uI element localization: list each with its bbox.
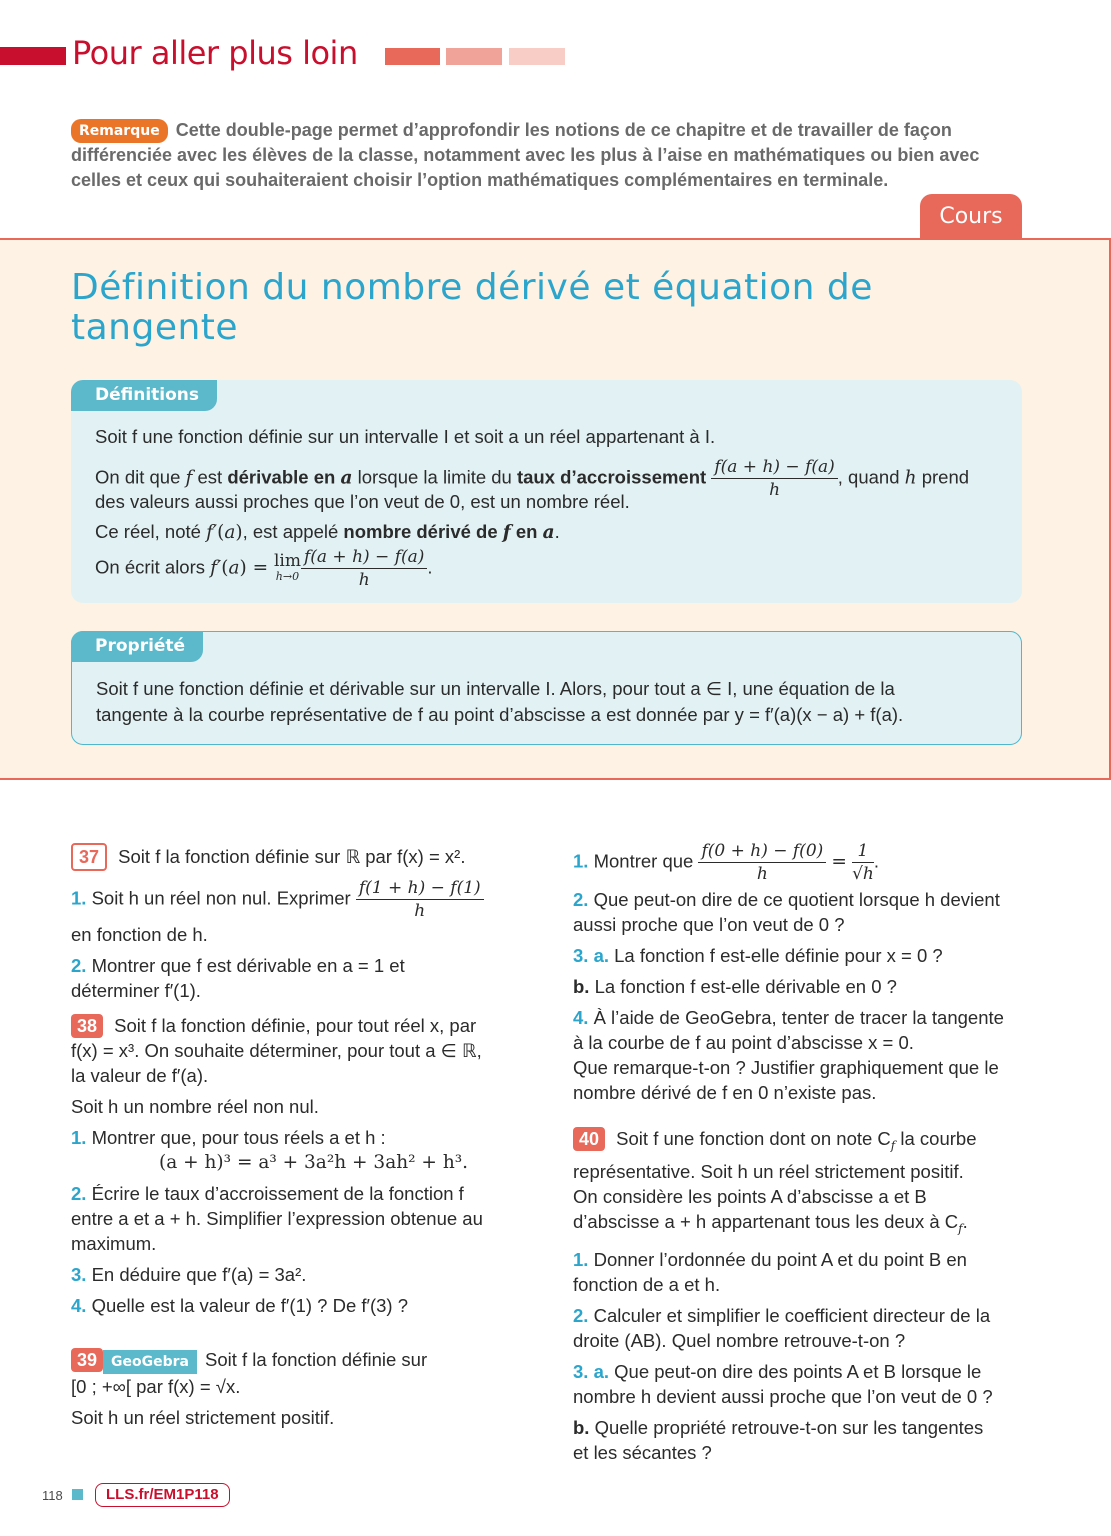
- definition-line-2: On dit que f est dérivable en a lorsque la limite du taux d’accroissement $\frac{f(a + h) - f(a)}{h}$ , quand h prend: [95, 457, 970, 500]
- exercise-number: 38: [71, 1014, 103, 1038]
- exercise-39-questions: 1. Montrer que $\frac{f(0 + h) - f(0)}{h}$ = $\frac{1}{√h}$ . 2. Que peut-on dire de ce quotient lorsque h devient aussi proche que l’on veut de 0 ? 3. a. La fonction f est-elle définie pour x = 0 ? b. La fonction f est-elle dérivable en 0 ? 4. À l’aide de GeoGebra, tenter de tracer la tangente à la courbe de f au point d’abscisse x = 0. Que remarque-t-on ? Justifier graphiquement que le nombre dérivé de f en 0 n’existe pas.: [573, 841, 1004, 1103]
- exercise-37: 37 Soit f la fonction définie sur ℝ par f(x) = x². 1. Soit h un réel non nul. Exprimer $\frac{f(1 + h) - f(1)}{h}$ en fonction de h. 2. Montrer que f est dérivable en a = 1 et déterminer f′(1).: [71, 843, 531, 1003]
- footer-link[interactable]: LLS.fr/EM1P118: [95, 1483, 230, 1507]
- definitions-box: [71, 380, 1022, 603]
- definition-line-4: Ce réel, noté f′(a), est appelé nombre dérivé de f en a.: [95, 521, 560, 543]
- footer-square-icon: [72, 1489, 83, 1500]
- cours-title: Définition du nombre dérivé et équation de tangente: [71, 267, 873, 348]
- remark-paragraph: [71, 118, 991, 193]
- remark-text: Cette double-page permet d’approfondir les notions de ce chapitre et de travailler de façon différenciée avec les élèves de la classe, notamment avec les plus à l’aise en mathématiques ou bien avec celles et ceux qui souhaiteraient choisir l’option mathématiques complémentaires en terminale.: [71, 120, 980, 190]
- rate-fraction: $\frac{f(a + h) - f(a)}{h}$: [711, 456, 837, 501]
- definitions-label: Définitions: [71, 380, 217, 411]
- property-box: [71, 631, 1022, 745]
- cours-tab: Cours: [920, 194, 1022, 239]
- page-title: Pour aller plus loin: [72, 34, 358, 72]
- remark-badge: Remarque: [71, 119, 168, 143]
- definition-line-5: On écrit alors f′(a) = lim h→0 $\frac{f(a + h) - f(a)}{h}$ .: [95, 547, 433, 590]
- header-decor-block: [446, 48, 502, 65]
- property-line-1: Soit f une fonction définie et dérivable sur un intervalle I. Alors, pour tout a ∈ I, une équation de la: [96, 678, 895, 699]
- exercise-40: 40 Soit f une fonction dont on note $C_f$ la courbe représentative. Soit h un réel strictement positif. On considère les points A d’abscisse a et B d’abscisse a + h appartenant tous les deux à $C_f$. 1. Donner l’ordonnée du point A et du point B en fonction de a et h. 2. Calculer et simplifier le coefficient directeur de la droite (AB). Quel nombre retrouve-t-on ? 3. a. Que peut-on dire des points A et B lorsque le nombre h devient aussi proche que l’on veut de 0 ? b. Quelle propriété retrouve-t-on sur les tangentes et les sécantes ?: [573, 1128, 993, 1464]
- page-number: 118: [42, 1488, 63, 1503]
- exercise-number: 39: [71, 1348, 103, 1372]
- property-line-2: tangente à la courbe représentative de f au point d’abscisse a est donnée par y = f′(a)(x − a) + f(a).: [96, 704, 904, 725]
- property-label: Propriété: [71, 631, 203, 662]
- exercise-number: 40: [573, 1127, 605, 1151]
- header-decor-block: [509, 48, 565, 65]
- definition-line-1: Soit f une fonction définie sur un intervalle I et soit a un réel appartenant à I.: [95, 426, 716, 447]
- exercise-39-intro: 39 GeoGebra Soit f la fonction définie sur [0 ; +∞[ par f(x) = √x. Soit h un réel strictement positif.: [71, 1349, 428, 1428]
- header-decor-block: [385, 48, 440, 65]
- definition-line-3: des valeurs aussi proches que l’on veut de 0, est un nombre réel.: [95, 491, 630, 512]
- exercise-38: 38 Soit f la fonction définie, pour tout réel x, par f(x) = x³. On souhaite déterminer, pour tout a ∈ ℝ, la valeur de f′(a). Soit h un nombre réel non nul. 1. Montrer que, pour tous réels a et h : (a + h)³ = a³ + 3a²h + 3ah² + h³. 2. Écrire le taux d’accroissement de la fonction f entre a et a + h. Simplifier l’expression obtenue au maximum. 3. En déduire que f′(a) = 3a². 4. Quelle est la valeur de f′(1) ? De f′(3) ?: [71, 1015, 483, 1316]
- header-accent-bar: [0, 47, 66, 65]
- exercise-number: 37: [71, 843, 107, 871]
- geogebra-tag: GeoGebra: [103, 1350, 197, 1374]
